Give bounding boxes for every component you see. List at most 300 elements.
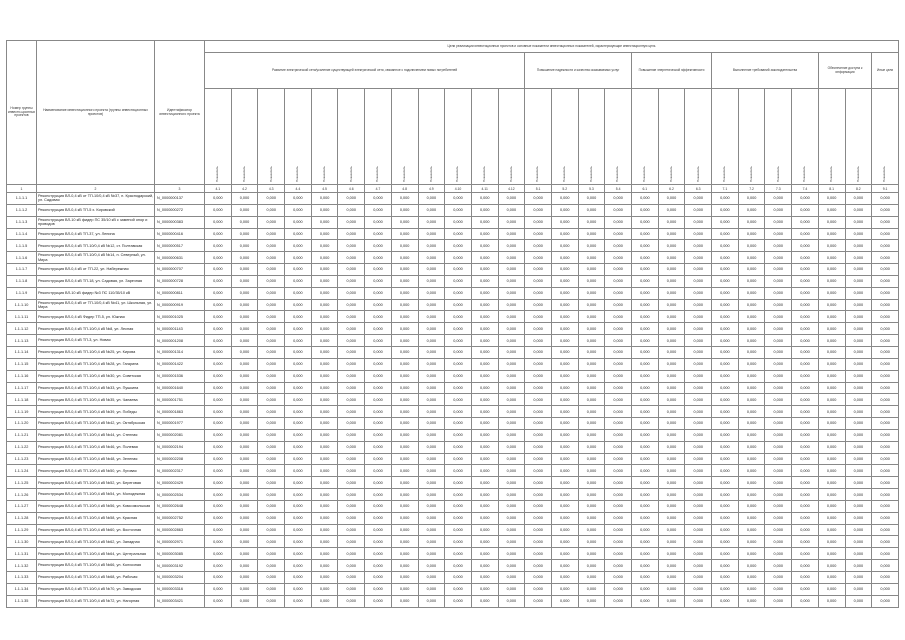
indicator-value: 0,000 [578,500,605,512]
indicator-value: 0,000 [231,299,258,311]
indicator-value: 0,000 [551,394,578,406]
indicator-value: 0,000 [231,477,258,489]
indicator-value: 0,000 [872,193,899,205]
indicator-value: 0,000 [471,572,498,584]
indicator-value: 0,000 [551,204,578,216]
indicator-value: 0,000 [765,406,792,418]
project-id: N_0000000272 [155,204,205,216]
indicator-value: 0,000 [258,382,285,394]
indicator-value: 0,000 [471,193,498,205]
indicator-value: 0,000 [845,264,872,276]
table-row[interactable] [7,441,899,453]
table-row[interactable] [7,299,899,311]
indicator-value: 0,000 [658,536,685,548]
indicator-value: 0,000 [391,465,418,477]
indicator-value: 0,000 [551,275,578,287]
column-number: 7.1 [712,185,739,193]
indicator-value: 0,000 [872,370,899,382]
indicator-value: 0,000 [231,287,258,299]
indicator-value: 0,000 [418,275,445,287]
indicator-value: 0,000 [311,465,338,477]
indicator-value: 0,000 [765,524,792,536]
indicator-label: Показатель [295,166,300,183]
indicator-header [792,89,819,185]
indicator-value: 0,000 [338,264,365,276]
indicator-value: 0,000 [445,346,472,358]
indicator-value: 0,000 [338,370,365,382]
indicator-value: 0,000 [792,548,819,560]
indicator-value: 0,000 [258,311,285,323]
indicator-value: 0,000 [578,240,605,252]
table-row[interactable] [7,287,899,299]
indicator-value: 0,000 [712,572,739,584]
indicator-value: 0,000 [578,299,605,311]
indicator-value: 0,000 [525,193,552,205]
indicator-value: 0,000 [445,193,472,205]
data-body [7,193,899,608]
indicator-value: 0,000 [445,512,472,524]
indicator-value: 0,000 [258,465,285,477]
indicator-value: 0,000 [765,477,792,489]
indicator-value: 0,000 [658,418,685,430]
table-row[interactable] [7,346,899,358]
indicator-value: 0,000 [498,275,525,287]
indicator-value: 0,000 [605,536,632,548]
indicator-value: 0,000 [765,358,792,370]
column-number: 2 [37,185,155,193]
table-row[interactable] [7,406,899,418]
column-number: 4.7 [365,185,392,193]
project-id: N_0000001640 [155,382,205,394]
project-id: N_0000002194 [155,441,205,453]
indicator-value: 0,000 [285,465,312,477]
table-row[interactable] [7,252,899,264]
indicator-value: 0,000 [445,572,472,584]
indicator-label: Показатель [215,166,220,183]
indicator-value: 0,000 [311,595,338,607]
indicator-value: 0,000 [311,323,338,335]
indicator-value: 0,000 [365,441,392,453]
indicator-value: 0,000 [872,489,899,501]
indicator-value: 0,000 [285,500,312,512]
indicator-value: 0,000 [418,560,445,572]
indicator-value: 0,000 [498,500,525,512]
project-id: N_0000000919 [155,299,205,311]
table-row[interactable] [7,453,899,465]
indicator-value: 0,000 [338,216,365,228]
indicator-value: 0,000 [792,264,819,276]
indicator-value: 0,000 [525,216,552,228]
indicator-value: 0,000 [685,560,712,572]
project-name: Реконструкция ВЛ-0,4 кВ ТП-10/0,4 кВ №28, ул. Гагарина [37,358,155,370]
indicator-value: 0,000 [551,500,578,512]
indicator-value: 0,000 [685,228,712,240]
indicator-value: 0,000 [872,500,899,512]
indicator-value: 0,000 [845,216,872,228]
indicator-value: 0,000 [525,406,552,418]
indicator-value: 0,000 [845,560,872,572]
indicator-value: 0,000 [658,228,685,240]
column-number: 5.1 [525,185,552,193]
indicator-value: 0,000 [231,216,258,228]
indicator-value: 0,000 [578,311,605,323]
indicator-value: 0,000 [205,489,232,501]
indicator-value: 0,000 [685,465,712,477]
indicator-value: 0,000 [632,429,659,441]
column-number: 4.12 [498,185,525,193]
indicator-value: 0,000 [792,595,819,607]
indicator-value: 0,000 [658,429,685,441]
indicator-label: Показатель [348,166,353,183]
indicator-value: 0,000 [738,524,765,536]
table-row[interactable] [7,311,899,323]
indicator-value: 0,000 [445,275,472,287]
group-header-6: Иные цели [872,53,899,89]
column-number: 7.2 [738,185,765,193]
table-row[interactable] [7,275,899,287]
column-number: 4.8 [391,185,418,193]
indicator-value: 0,000 [818,512,845,524]
column-number: 4.1 [205,185,232,193]
indicator-value: 0,000 [391,418,418,430]
indicator-value: 0,000 [525,311,552,323]
indicator-value: 0,000 [498,524,525,536]
indicator-value: 0,000 [365,560,392,572]
table-row[interactable] [7,323,899,335]
indicator-value: 0,000 [632,240,659,252]
table-row[interactable] [7,264,899,276]
project-id: N_0000003421 [155,595,205,607]
indicator-value: 0,000 [632,406,659,418]
table-row[interactable] [7,418,899,430]
project-name: Реконструкция ВЛ-0,4 кВ ТП-18, ул. Садовая, ул. Заречная [37,275,155,287]
indicator-value: 0,000 [845,370,872,382]
indicator-value: 0,000 [792,382,819,394]
table-row[interactable] [7,228,899,240]
indicator-value: 0,000 [525,346,552,358]
group-header-4: Выполнение требований законодательства [712,53,819,89]
indicator-label: Показатель [428,166,433,183]
indicator-value: 0,000 [311,583,338,595]
indicator-value: 0,000 [365,299,392,311]
table-row[interactable] [7,595,899,607]
indicator-value: 0,000 [685,512,712,524]
indicator-value: 0,000 [338,465,365,477]
indicator-header [258,89,285,185]
indicator-value: 0,000 [765,512,792,524]
indicator-value: 0,000 [872,264,899,276]
table-row[interactable] [7,240,899,252]
indicator-value: 0,000 [311,358,338,370]
indicator-value: 0,000 [845,275,872,287]
column-number: 4.2 [231,185,258,193]
indicator-value: 0,000 [712,548,739,560]
indicator-header [738,89,765,185]
indicator-value: 0,000 [792,441,819,453]
indicator-value: 0,000 [498,335,525,347]
indicator-value: 0,000 [605,572,632,584]
indicator-header [872,89,899,185]
indicator-value: 0,000 [632,382,659,394]
indicator-value: 0,000 [845,358,872,370]
project-name: Реконструкция ВЛ-0,4 кВ ТП-10/0,4 кВ №54, ул. Молодежная [37,489,155,501]
indicator-value: 0,000 [391,311,418,323]
indicator-value: 0,000 [605,264,632,276]
indicator-value: 0,000 [845,252,872,264]
indicator-value: 0,000 [391,429,418,441]
indicator-value: 0,000 [338,335,365,347]
indicator-label: Показатель [482,166,487,183]
indicator-value: 0,000 [578,382,605,394]
indicator-value: 0,000 [205,524,232,536]
indicator-value: 0,000 [551,240,578,252]
indicator-label: Показатель [375,166,380,183]
table-row[interactable] [7,512,899,524]
indicator-value: 0,000 [818,418,845,430]
indicator-value: 0,000 [792,453,819,465]
indicator-header [231,89,258,185]
indicator-value: 0,000 [471,583,498,595]
top-caption: Цели реализации инвестиционных проектов и основные показатели инвестиционных показателей, характеризующие инвестиционную цель [205,41,899,53]
project-id: N_0000001977 [155,418,205,430]
indicator-value: 0,000 [872,512,899,524]
indicator-value: 0,000 [285,548,312,560]
indicator-value: 0,000 [685,311,712,323]
indicator-value: 0,000 [738,595,765,607]
indicator-value: 0,000 [578,228,605,240]
indicator-value: 0,000 [231,489,258,501]
indicator-value: 0,000 [792,323,819,335]
indicator-value: 0,000 [818,216,845,228]
table-row[interactable] [7,193,899,205]
indicator-value: 0,000 [658,240,685,252]
indicator-value: 0,000 [578,370,605,382]
indicator-value: 0,000 [632,536,659,548]
indicator-value: 0,000 [818,441,845,453]
indicator-value: 0,000 [391,335,418,347]
project-id: N_0000000631 [155,252,205,264]
indicator-value: 0,000 [872,358,899,370]
table-row[interactable] [7,429,899,441]
indicator-value: 0,000 [471,465,498,477]
indicator-value: 0,000 [258,489,285,501]
id-header: Идентификатор инвестиционного проекта [155,41,205,185]
table-row[interactable] [7,370,899,382]
indicator-value: 0,000 [712,287,739,299]
indicator-value: 0,000 [578,418,605,430]
indicator-value: 0,000 [205,275,232,287]
table-row[interactable] [7,382,899,394]
indicator-value: 0,000 [872,465,899,477]
indicator-value: 0,000 [792,572,819,584]
indicator-value: 0,000 [605,583,632,595]
table-row[interactable] [7,465,899,477]
table-row[interactable] [7,335,899,347]
indicator-value: 0,000 [712,406,739,418]
indicator-value: 0,000 [391,489,418,501]
indicator-value: 0,000 [525,477,552,489]
table-row[interactable] [7,524,899,536]
indicator-value: 0,000 [578,489,605,501]
table-row[interactable] [7,548,899,560]
indicator-value: 0,000 [205,500,232,512]
indicator-value: 0,000 [818,264,845,276]
indicator-value: 0,000 [578,429,605,441]
table-row[interactable] [7,489,899,501]
indicator-value: 0,000 [551,311,578,323]
indicator-value: 0,000 [605,358,632,370]
indicator-value: 0,000 [418,299,445,311]
indicator-value: 0,000 [445,264,472,276]
indicator-value: 0,000 [418,583,445,595]
project-id: N_0000001422 [155,358,205,370]
indicator-value: 0,000 [285,204,312,216]
project-name: Реконструкция ВЛ-0,4 кВ от ТП-10/0,4 кВ №41, ул. Школьная, ул. Мира [37,299,155,311]
indicator-value: 0,000 [792,489,819,501]
table-row[interactable] [7,500,899,512]
row-number: 1.1.1.13 [7,335,37,347]
column-number: 8.2 [845,185,872,193]
indicator-value: 0,000 [632,477,659,489]
indicator-value: 0,000 [578,287,605,299]
indicator-value: 0,000 [872,252,899,264]
table-row[interactable] [7,477,899,489]
indicator-value: 0,000 [471,240,498,252]
indicator-value: 0,000 [418,429,445,441]
indicator-value: 0,000 [738,536,765,548]
indicator-value: 0,000 [658,560,685,572]
indicator-value: 0,000 [231,583,258,595]
indicator-value: 0,000 [658,193,685,205]
indicator-value: 0,000 [231,228,258,240]
indicator-value: 0,000 [205,394,232,406]
indicator-value: 0,000 [738,394,765,406]
indicator-value: 0,000 [338,453,365,465]
indicator-value: 0,000 [818,240,845,252]
row-number: 1.1.1.21 [7,429,37,441]
indicator-value: 0,000 [765,335,792,347]
indicator-value: 0,000 [391,500,418,512]
table-row[interactable] [7,204,899,216]
indicator-value: 0,000 [338,228,365,240]
indicator-value: 0,000 [551,583,578,595]
indicator-value: 0,000 [285,193,312,205]
indicator-value: 0,000 [872,323,899,335]
indicator-value: 0,000 [471,358,498,370]
indicator-value: 0,000 [365,264,392,276]
indicator-value: 0,000 [258,335,285,347]
indicator-value: 0,000 [205,453,232,465]
indicator-value: 0,000 [872,228,899,240]
indicator-value: 0,000 [792,358,819,370]
indicator-value: 0,000 [365,346,392,358]
indicator-value: 0,000 [231,441,258,453]
indicator-value: 0,000 [498,489,525,501]
indicator-value: 0,000 [445,406,472,418]
indicator-value: 0,000 [818,500,845,512]
indicator-value: 0,000 [685,394,712,406]
indicator-value: 0,000 [632,228,659,240]
indicator-value: 0,000 [258,512,285,524]
indicator-value: 0,000 [365,228,392,240]
indicator-value: 0,000 [525,524,552,536]
column-number: 5.4 [605,185,632,193]
project-name: Реконструкция ВЛ-0,4 кВ ТП-5 х. Кировский [37,204,155,216]
indicator-value: 0,000 [205,299,232,311]
indicator-value: 0,000 [845,429,872,441]
indicator-value: 0,000 [311,548,338,560]
indicator-value: 0,000 [445,358,472,370]
indicator-value: 0,000 [658,394,685,406]
indicator-value: 0,000 [738,358,765,370]
project-name: Реконструкция ВЛ-0,4 кВ ТП-10/0,4 кВ №12, ст. Полтавская [37,240,155,252]
indicator-value: 0,000 [205,252,232,264]
table-row[interactable] [7,583,899,595]
indicator-value: 0,000 [205,382,232,394]
indicator-value: 0,000 [712,429,739,441]
indicator-value: 0,000 [551,216,578,228]
indicator-value: 0,000 [365,595,392,607]
indicator-value: 0,000 [285,287,312,299]
row-number: 1.1.1.1 [7,193,37,205]
row-number: 1.1.1.4 [7,228,37,240]
indicator-value: 0,000 [765,572,792,584]
indicator-value: 0,000 [605,441,632,453]
indicator-value: 0,000 [445,394,472,406]
indicator-value: 0,000 [391,548,418,560]
indicator-value: 0,000 [632,264,659,276]
indicator-value: 0,000 [845,583,872,595]
indicator-value: 0,000 [658,512,685,524]
indicator-value: 0,000 [525,335,552,347]
indicator-value: 0,000 [685,524,712,536]
indicator-value: 0,000 [525,500,552,512]
indicator-value: 0,000 [365,323,392,335]
indicator-header [285,89,312,185]
indicator-value: 0,000 [391,287,418,299]
indicator-value: 0,000 [765,441,792,453]
table-row[interactable] [7,216,899,228]
indicator-value: 0,000 [285,583,312,595]
table-row[interactable] [7,394,899,406]
indicator-value: 0,000 [391,406,418,418]
indicator-value: 0,000 [685,299,712,311]
table-row[interactable] [7,536,899,548]
indicator-value: 0,000 [205,406,232,418]
table-row[interactable] [7,560,899,572]
indicator-value: 0,000 [712,560,739,572]
indicator-value: 0,000 [845,287,872,299]
indicator-value: 0,000 [258,429,285,441]
indicator-value: 0,000 [338,252,365,264]
indicator-value: 0,000 [658,477,685,489]
table-row[interactable] [7,358,899,370]
indicator-value: 0,000 [818,536,845,548]
indicator-value: 0,000 [872,418,899,430]
project-name: Реконструкция ВЛ-0,4 кВ ТП-10/0,4 кВ №50, ул. Луговая [37,465,155,477]
indicator-header [525,89,552,185]
indicator-value: 0,000 [338,275,365,287]
indicator-value: 0,000 [205,595,232,607]
indicator-value: 0,000 [205,346,232,358]
table-row[interactable] [7,572,899,584]
indicator-label: Показатель [562,166,567,183]
indicator-value: 0,000 [525,299,552,311]
indicator-value: 0,000 [205,572,232,584]
row-number: 1.1.1.23 [7,453,37,465]
indicator-value: 0,000 [685,240,712,252]
indicator-value: 0,000 [525,264,552,276]
